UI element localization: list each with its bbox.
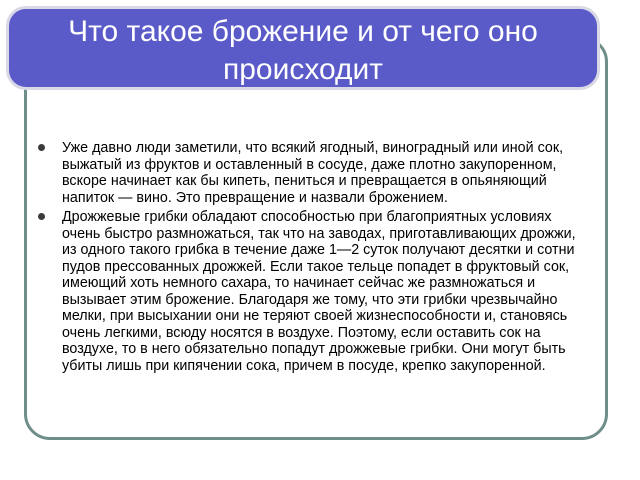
bullet-item bbox=[38, 209, 578, 374]
bullet-dot-icon bbox=[38, 144, 45, 151]
bullet-dot-icon bbox=[38, 213, 45, 220]
bullet-text: Дрожжевые грибки обладают способностью при благоприятных условиях очень быстро размножаться, так что на заводах, приготавливающих дрожжи, из одного такого грибка в течение даже 1—2 суток получают десятки и сотни пудов прессованных дрожжей. Если такое тельце попадет в фруктовый сок, имеющий хоть немного сахара, то начинает сейчас же размножаться и вызывает этим брожение. Благодаря же тому, что эти грибки чрезвычайно мелки, при высыхании они не теряют своей жизнеспособности и, становясь очень легкими, всюду носятся в воздухе. Поэтому, если оставить сок на воздухе, то в него обязательно попадут дрожжевые грибки. Они могут быть убиты лишь при кипячении сока, причем в посуде, крепко закупоренной. bbox=[62, 209, 576, 374]
slide-body bbox=[38, 140, 578, 377]
slide-title bbox=[6, 6, 600, 90]
slide-title-line-2: происходит bbox=[222, 53, 384, 86]
bullet-text: Уже давно люди заметили, что всякий ягодный, виноградный или иной сок, выжатый из фруктов и оставленный в сосуде, даже плотно закупоренном, вскоре начинает как бы кипеть, пениться и превращается в опьяняющий напиток — вино. Это превращение и назвали брожением. bbox=[62, 140, 564, 206]
bullet-item bbox=[38, 140, 578, 206]
slide-title-line-1: Что такое брожение и от чего оно bbox=[68, 15, 538, 48]
